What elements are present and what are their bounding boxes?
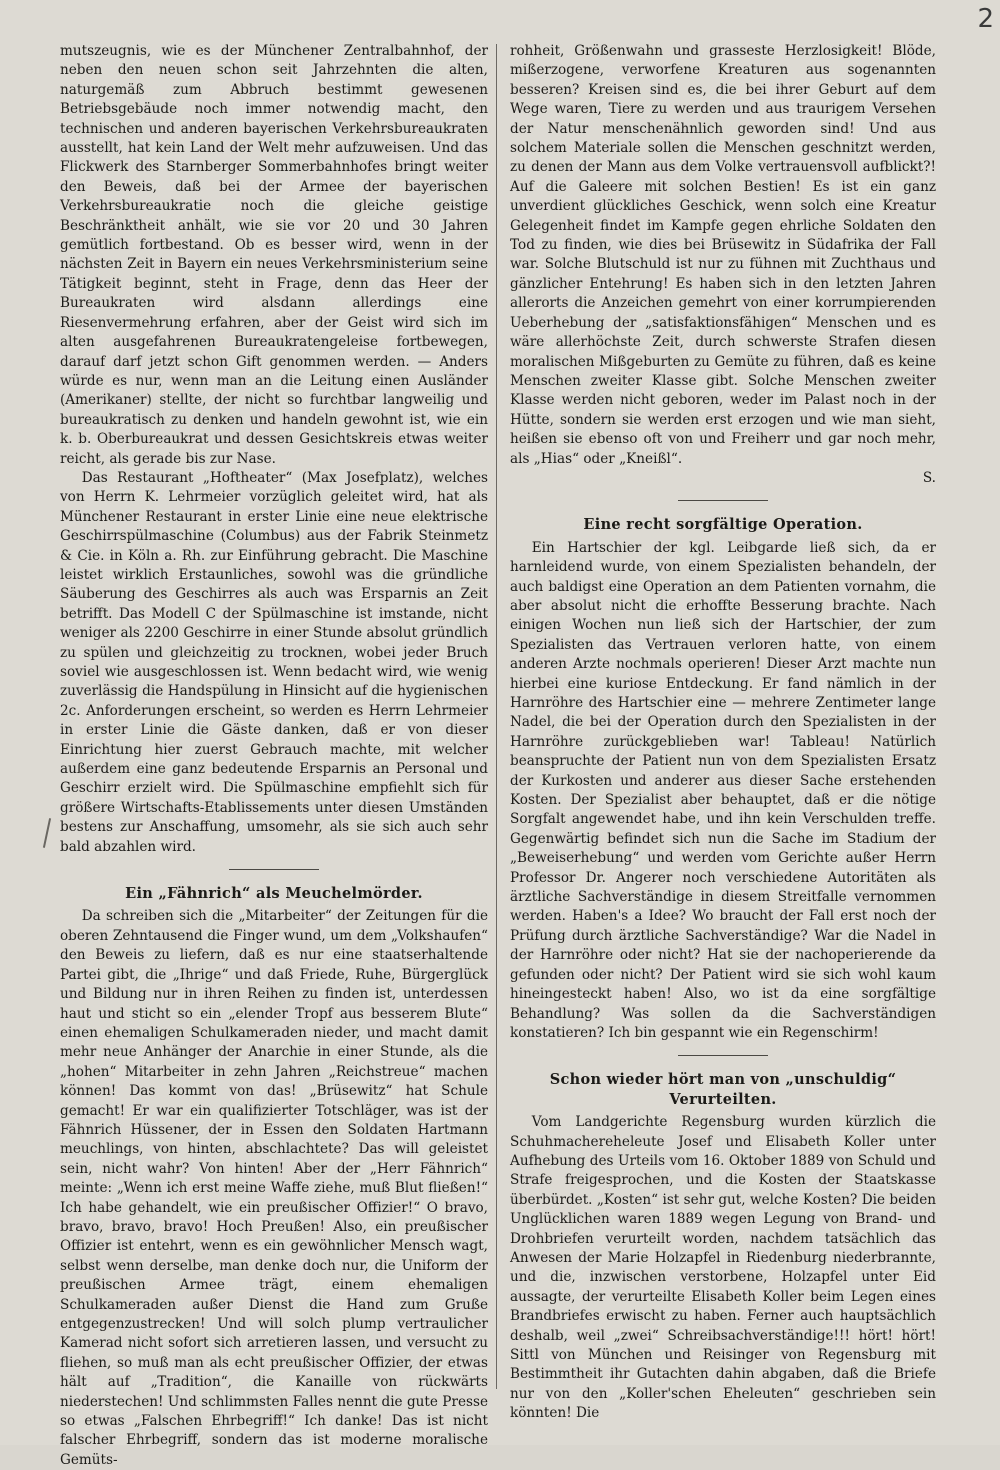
article-faehnrich-continuation: rohheit, Größenwahn und grasseste Herzlosigkeit! Blöde, mißerzogene, verworfene Kreaturen aus sogenannten besseren? Kreisen sind es, die bei ihrer Geburt auf dem Wege waren, Tiere zu werden und aus traurigem Versehen der Natur menschenähnlich geworden sind! Und aus solchem Materiale sollen die Menschen geschnitzt werden, zu denen der Mann aus dem Volke vertrauensvoll aufblickt?! Auf die Galeere mit solchen Bestien! Es ist ein ganz unverdient glückliches Geschick, wenn solch eine Kreatur Gelegenheit findet im Kampfe gegen ehrliche Soldaten den Tod zu finden, wie dies bei Brüsewitz in Südafrika der Fall war. Solche Blutschuld ist nur zu fühnen mit Zuchthaus und gänzlicher Entehrung! Es haben sich in den letzten Jahren allerorts die Anzeichen gemehrt von einer korrumpierenden Ueberhebung der „satisfaktionsfähigen“ Menschen und es wäre allerhöchste Zeit, durch schwerste Strafen diesen moralischen Mißgeburten zu Gemüte zu führen, daß es keine Menschen zweiter Klasse gibt. Solche Menschen zweiter Klasse werden nicht geboren, weder im Palast noch in der Hütte, sondern sie werden erst erzogen und wie man sieht, heißen sie ebenso oft von und Freiherr und gar noch mehr, als „Hias“ oder „Kneißl“. [510, 43, 936, 467]
article-railway-continuation: mutszeugnis, wie es der Münchener Zentralbahnhof, der neben den neuen schon seit Jahrzehnten die alten, naturgemäß zum Abbruch bestimmt gewesenen Betriebsgebäude noch immer notwendig macht, den technischen und anderen bayerischen Verkehrsbureaukraten ausstellt, hat kein Land der Welt mehr aufzuweisen. Und das Flickwerk des Starnberger Sommerbahnhofes bringt weiter den Beweis, daß bei der Armee der bayerischen Verkehrsbureaukratie noch die gleiche geistige Beschränktheit anhält, wie sie vor 20 und 30 Jahren gemütlich fortbestand. Ob es besser wird, wenn in der nächsten Zeit in Bayern ein neues Verkehrsministerium seine Tätigkeit beginnt, steht in Frage, denn das Heer der Bureaukraten wird alsdann allerdings eine Riesenvermehrung erfahren, aber der Geist wird sich im alten ausgefahrenen Bureaukratengeleise fortbewegen, darauf darf jetzt schon Gift genommen werden. — Anders würde es nur, wenn man an die Leitung einen Ausländer (Amerikaner) stellte, der nicht so furchtbar langweilig und bureaukratisch zu denken und handeln gewohnt ist, wie ein k. b. Oberbureaukrat und dessen Gesichtskreis etwas weiter reicht, als gerade bis zur Nase. [60, 43, 488, 467]
article-verurteilte-body: Vom Landgerichte Regensburg wurden kürzlich die Schuhmachereheleute Josef und Elisabeth Koller unter Aufhebung des Urteils vom 16. Oktober 1889 von Schuld und Strafe freigesprochen, und die Kosten der Staatskasse überbürdet. „Kosten“ ist sehr gut, welche Kosten? Die beiden Unglücklichen waren 1889 wegen Legung von Brand- und Drohbriefen verurteilt worden, nachdem tatsächlich das Anwesen der Marie Holzapfel in Riedenburg niederbrannte, und die, inzwischen verstorbene, Holzapfel unter Eid aussagte, der verurteilte Elisabeth Koller beim Legen eines Brandbriefes erwischt zu haben. Ferner auch hauptsächlich deshalb, weil „zwei“ Schreibsachverständige!!! hört! hört! Sittl von München und Reisinger von Regensburg mit Bestimmtheit ihr Gutachten dahin abgaben, daß die Briefe nur von den „Koller'schen Eheleuten“ geschrieben sein könnten! Die [510, 1114, 936, 1422]
margin-pencil-mark [43, 818, 51, 848]
page-number: 2 [977, 4, 994, 34]
article-faehnrich-body: Da schreiben sich die „Mitarbeiter“ der Zeitungen für die oberen Zehntausend die Finger wund, um dem „Volkshaufen“ den Beweis zu liefern, daß es nur eine staatserhaltende Partei gibt, die „Ihrige“ und daß Friede, Ruhe, Bürgerglück und Bildung nur in ihren Reihen zu finden ist, unterdessen haut und sticht so ein „elender Tropf aus besserem Blute“ einen ehemaligen Schulkameraden nieder, und macht damit mehr neue Anhänger der Anarchie in einer Stunde, als die „hohen“ Mitarbeiter in zehn Jahren „Reichstreue“ machen können! Das kommt von das! „Brüsewitz“ hat Schule gemacht! Er war ein qualifizierter Totschläger, was ist der Fähnrich Hüssener, der in Essen den Soldaten Hartmann meuchlings, von hinten, abschlachtete? Das will geleistet sein, nicht wahr? Von hinten! Aber der „Herr Fähnrich“ meinte: „Wenn ich erst meine Waffe ziehe, muß Blut fließen!“ Ich habe gehandelt, wie ein preußischer Offizier!“ O bravo, bravo, bravo, bravo! Hoch Preußen! Also, ein preußischer Offizier ist entehrt, wenn es ein gewöhnlicher Mensch wagt, selbst wenn derselbe, man denke doch nur, die Uniform der preußischen Armee trägt, einem ehemaligen Schulkameraden außer Dienst die Hand zum Gruße entgegenzustrecken! Und will solch plump vertraulicher Kamerad nicht sofort sich arretieren lassen, und versucht zu fliehen, so muß man als echt preußischer Offizier, der etwas hält auf „Tradition“, die Kanaille von rückwärts niederstechen! Und schlimmsten Falles nennt die gute Presse so etwas „Falschen Ehrbegriff!“ Ich danke! Das ist nicht falscher Ehrbegriff, sondern das ist moderne moralische Gemüts- [60, 908, 488, 1468]
column-divider [496, 44, 497, 1389]
article-operation-body: Ein Hartschier der kgl. Leibgarde ließ sich, da er harnleidend wurde, von einem Spezialisten behandeln, der auch baldigst eine Operation an dem Patienten vornahm, die aber absolut nicht die erhoffte Besserung brachte. Nach einigen Wochen nun ließ sich der Hartschier, der zum Spezialisten das Vertrauen verloren hatte, von einem anderen Arzte nochmals operieren! Dieser Arzt machte nun hierbei eine kuriose Entdeckung. Er fand nämlich in der Harnröhre des Hartschier eine — mehrere Zentimeter lange Nadel, die bei der Operation durch den Spezialisten in der Harnröhre zurückgeblieben war! Tableau! Natürlich beanspruchte der Patient nun von dem Spezialisten Ersatz der Kurkosten und anderer aus dieser Sache erstehenden Kosten. Der Spezialist aber behauptet, daß er die nötige Sorgfalt angewendet habe, und ihn kein Verschulden treffe. Gegenwärtig befindet sich nun die Sache im Stadium der „Beweiserhebung“ und werden vom Gerichte außer Herrn Professor Dr. Angerer noch verschiedene Autoritäten als ärztliche Sachverständige in diesem Streitfalle vernommen werden. Haben's a Idee? Wo braucht der Fall erst noch der Prüfung durch ärztliche Sachverständige? War die Nadel in der Harnröhre oder nicht? Hat sie der nachoperierende da gefunden oder nicht? Der Patient wird sie sich wohl kaum hineingesteckt haben! Also, wo ist da eine sorgfältige Behandlung? Was sollen da die Sachverständigen konstatieren? Ich bin gespannt wie ein Regenschirm! [510, 539, 936, 1041]
article-heading-verurteilte: Schon wieder hört man von „unschuldig“ Verurteilten. [549, 1071, 897, 1108]
left-column [60, 42, 488, 1470]
article-restaurant-hoftheater: Das Restaurant „Hoftheater“ (Max Josefplatz), welches von Herrn K. Lehrmeier vorzüglich geleitet wird, hat als Münchener Restaurant in erster Linie eine neue elektrische Geschirrspülmaschine (Columbus) aus der Fabrik Steinmetz & Cie. in Köln a. Rh. zur Einführung gebracht. Die Maschine leistet wirklich Erstaunliches, sowohl was die gründliche Säuberung des Geschirres als auch was Ersparnis an Zeit betrifft. Das Modell C der Spülmaschine ist imstande, nicht weniger als 2200 Geschirre in einer Stunde absolut gründlich zu spülen und gleichzeitig zu trocknen, wobei jeder Bruch soviel wie ausgeschlossen ist. Wenn bedacht wird, wie wenig zuverlässig die Handspülung in Hinsicht auf die hygienischen 2c. Anforderungen erscheint, so werden es Herrn Lehrmeier in erster Linie die Gäste danken, daß er von dieser Einrichtung hier zuerst Gebrauch machte, mit welcher außerdem eine ganz bedeutende Ersparnis an Personal und Geschirr erzielt wird. Die Spülmaschine empfiehlt sich für größere Wirtschafts-Etablissements unter diesen Umständen bestens zur Anschaffung, umsomehr, als sie sich auch sehr bald abzahlen wird. [60, 469, 488, 855]
article-heading-operation: Eine recht sorgfältige Operation. [583, 516, 863, 534]
right-column [510, 42, 936, 1424]
article-separator [678, 500, 768, 501]
article-separator [678, 1055, 768, 1056]
article-heading-faehnrich: Ein „Fähnrich“ als Meuchelmörder. [125, 885, 423, 903]
article-signature: S. [922, 469, 936, 486]
article-separator [229, 869, 319, 870]
